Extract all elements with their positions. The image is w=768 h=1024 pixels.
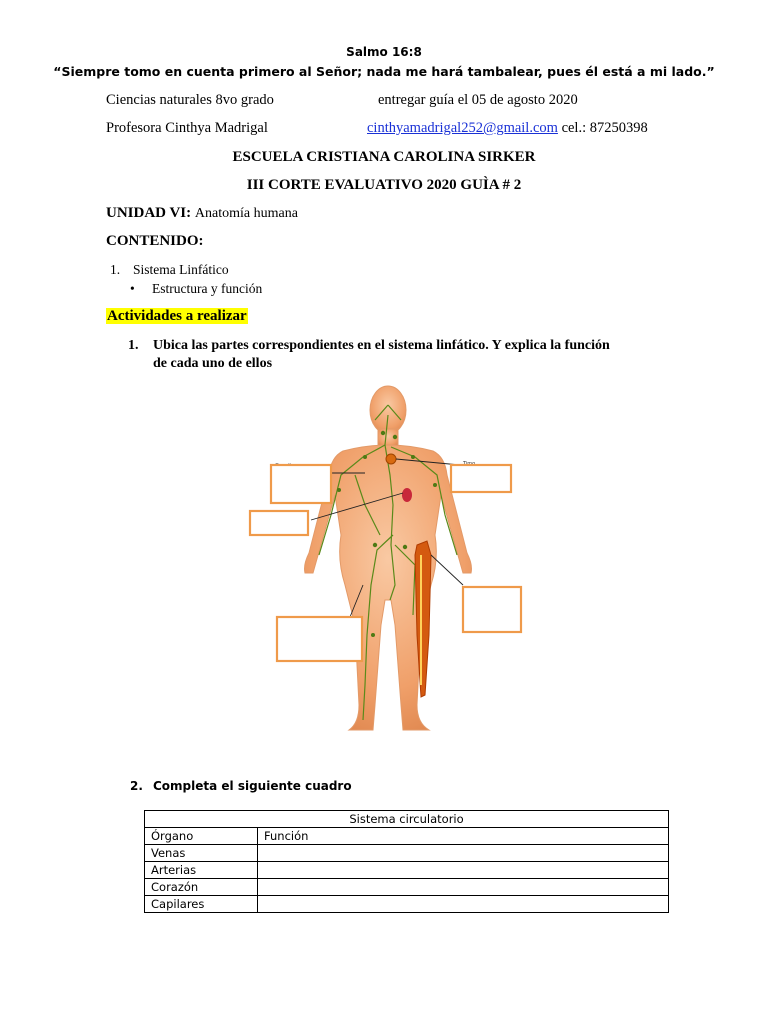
contact-line [367, 120, 648, 137]
psalm-reference: Salmo 16:8 [346, 45, 422, 59]
unit-value: Anatomía humana [194, 206, 298, 221]
unit-label: UNIDAD VI: [106, 205, 192, 221]
organ-cell: Arterias [145, 862, 258, 879]
due-date-label: entregar guía el 05 de agosto 2020 [378, 92, 578, 108]
organ-cell: Venas [145, 845, 258, 862]
table-row [145, 862, 669, 879]
content-bullet: • [130, 281, 135, 296]
circulatory-system-table [144, 810, 669, 913]
answer-box-mid-left[interactable] [250, 511, 308, 535]
function-cell[interactable] [258, 845, 669, 862]
lymphatic-system-diagram [245, 385, 530, 740]
table-title-row [145, 811, 669, 828]
table-row [145, 845, 669, 862]
col-header-function: Función [258, 828, 669, 845]
col-header-organ: Órgano [145, 828, 258, 845]
answer-box-top-right[interactable] [451, 465, 511, 492]
organ-cell: Capilares [145, 896, 258, 913]
function-cell[interactable] [258, 896, 669, 913]
unit-line [106, 205, 298, 222]
psalm-quote: “Siempre tomo en cuenta primero al Señor; nada me hará tambalear, pues él está a mi lado.” [53, 64, 715, 79]
course-label: Ciencias naturales 8vo grado [106, 92, 274, 108]
q2-number: 2. [130, 779, 143, 793]
table-header-row [145, 828, 669, 845]
phone-label: cel.: 87250398 [561, 120, 648, 136]
table-row [145, 879, 669, 896]
thymus-organ [386, 454, 396, 464]
table-title: Sistema circulatorio [145, 811, 669, 828]
q1-number: 1. [128, 338, 139, 353]
content-subitem: Estructura y función [152, 281, 263, 296]
answer-box-bottom-right[interactable] [463, 587, 521, 632]
content-item: Sistema Linfático [133, 262, 229, 277]
function-cell[interactable] [258, 879, 669, 896]
body-silhouette [305, 386, 472, 730]
answer-box-top-left[interactable] [271, 465, 331, 503]
spleen-organ [402, 488, 412, 502]
q1-line-2: de cada uno de ellos [153, 356, 273, 371]
content-item-number: 1. [110, 262, 121, 277]
activities-highlight: Actividades a realizar [107, 308, 247, 324]
email-link[interactable]: cinthyamadrigal252@gmail.com [367, 120, 558, 136]
answer-box-bottom-left[interactable] [277, 617, 362, 661]
content-label: CONTENIDO: [106, 233, 204, 249]
organ-cell: Corazón [145, 879, 258, 896]
evaluation-title: III CORTE EVALUATIVO 2020 GUÌA # 2 [246, 177, 522, 193]
function-cell[interactable] [258, 862, 669, 879]
activities-label [106, 308, 248, 325]
school-title: ESCUELA CRISTIANA CAROLINA SIRKER [232, 149, 536, 165]
teacher-label: Profesora Cinthya Madrigal [106, 120, 268, 136]
table-row [145, 896, 669, 913]
q1-line-1: Ubica las partes correspondientes en el sistema linfático. Y explica la función [153, 338, 610, 353]
q2-text: Completa el siguiente cuadro [153, 779, 352, 793]
